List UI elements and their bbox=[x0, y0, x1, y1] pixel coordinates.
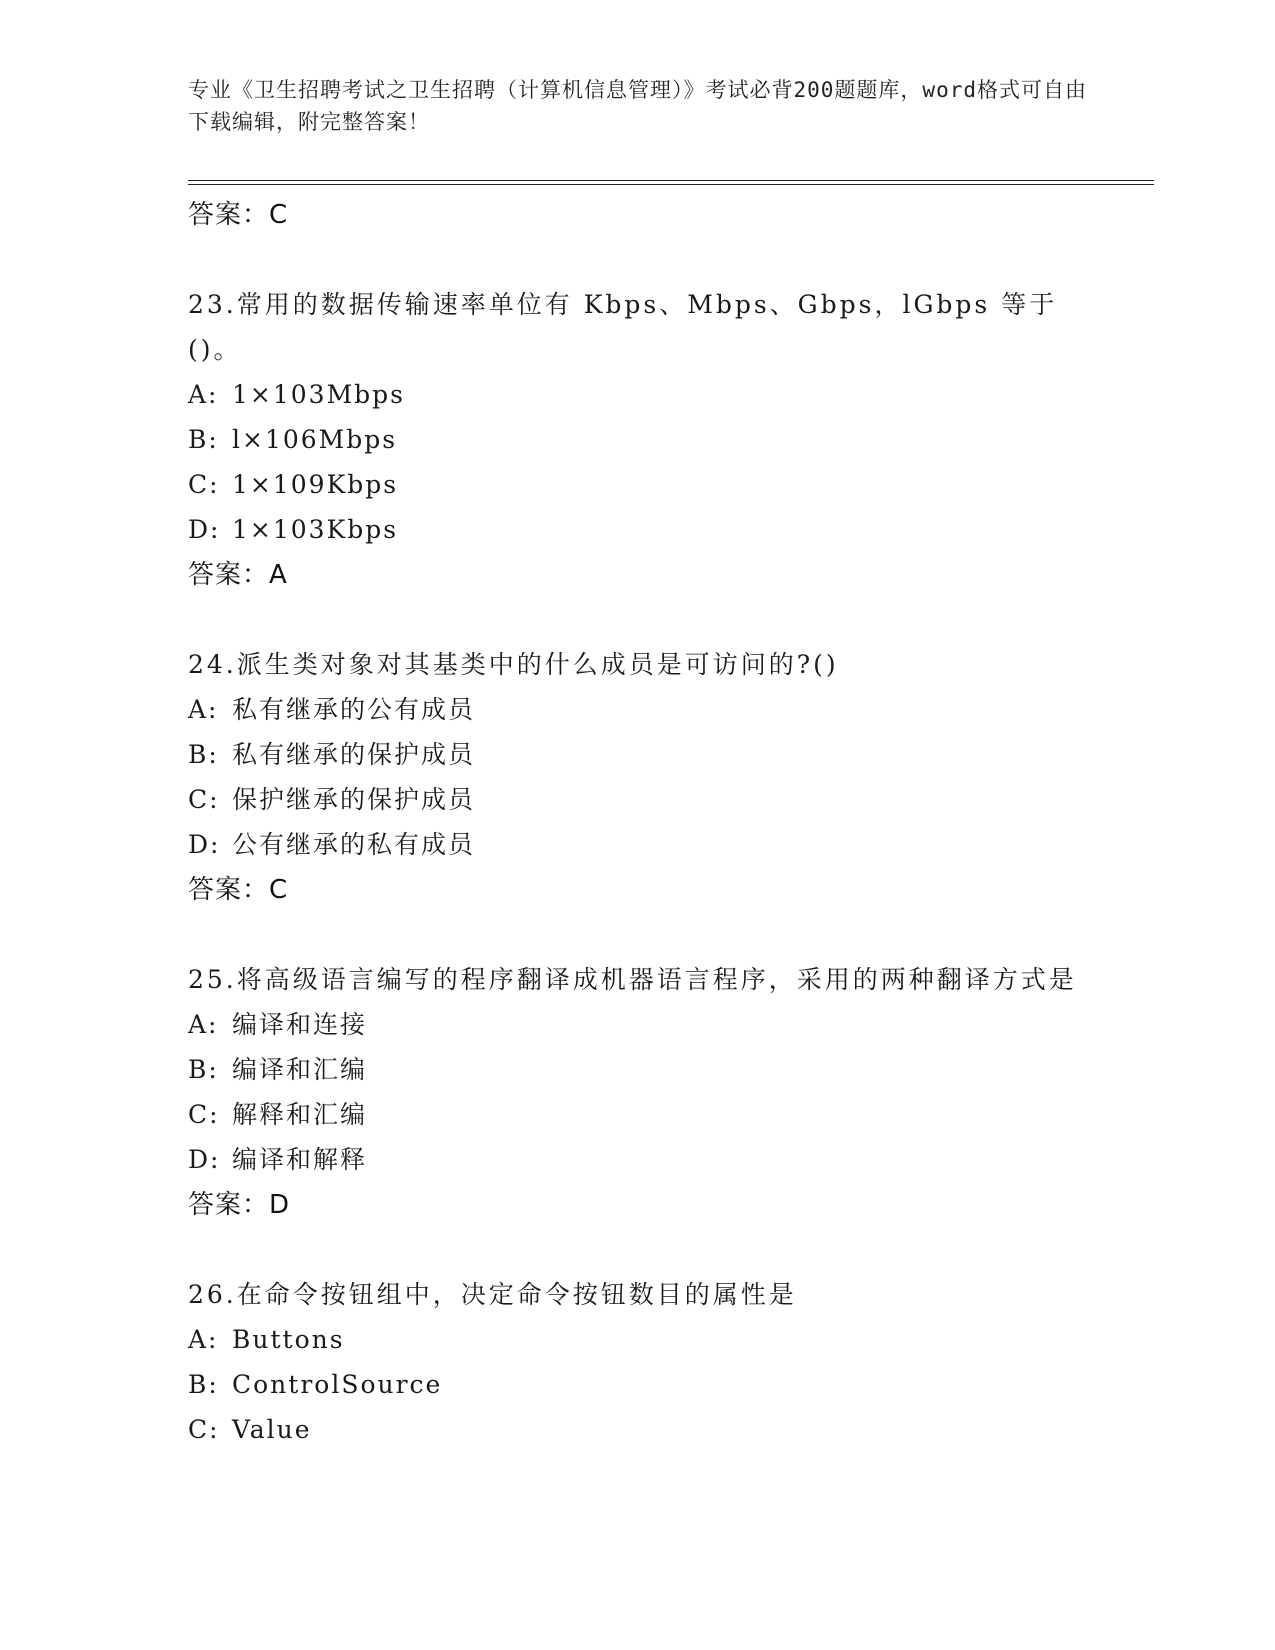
question-stem: 25.将高级语言编写的程序翻译成机器语言程序，采用的两种翻译方式是 bbox=[188, 965, 1077, 994]
option-a bbox=[188, 1317, 1088, 1362]
option-letter: A: bbox=[188, 1325, 219, 1354]
answer-line: 答案：D bbox=[188, 1190, 291, 1220]
option-letter: C: bbox=[188, 1415, 220, 1444]
option-text: l×106Mbps bbox=[232, 425, 398, 454]
question-stem: 24.派生类对象对其基类中的什么成员是可访问的?() bbox=[188, 650, 839, 679]
option-b bbox=[188, 1047, 1088, 1092]
option-text: 编译和汇编 bbox=[232, 1055, 368, 1084]
option-text: 1×103Mbps bbox=[232, 380, 406, 409]
option-text: Value bbox=[232, 1415, 312, 1444]
option-text: 解释和汇编 bbox=[232, 1100, 368, 1129]
question-stem: 26.在命令按钮组中，决定命令按钮数目的属性是 bbox=[188, 1280, 797, 1309]
option-text: 编译和解释 bbox=[232, 1145, 368, 1174]
option-c bbox=[188, 777, 1088, 822]
answer-line: 答案：C bbox=[188, 200, 289, 230]
option-text: 私有继承的公有成员 bbox=[232, 695, 476, 724]
option-b bbox=[188, 732, 1088, 777]
option-letter: B: bbox=[188, 740, 219, 769]
option-a bbox=[188, 1002, 1088, 1047]
option-text: 保护继承的保护成员 bbox=[232, 785, 476, 814]
question-list bbox=[188, 192, 1088, 1452]
option-letter: D: bbox=[188, 1145, 221, 1174]
option-c bbox=[188, 1092, 1088, 1137]
option-d bbox=[188, 507, 1088, 552]
option-letter: B: bbox=[188, 1055, 219, 1084]
answer-line: 答案：A bbox=[188, 560, 288, 590]
question-25 bbox=[188, 957, 1088, 1228]
option-c bbox=[188, 1407, 1088, 1452]
option-a bbox=[188, 372, 1088, 417]
question-26 bbox=[188, 1272, 1088, 1452]
option-letter: A: bbox=[188, 380, 219, 409]
option-letter: C: bbox=[188, 785, 220, 814]
option-letter: C: bbox=[188, 1100, 220, 1129]
option-a bbox=[188, 687, 1088, 732]
answer-line: 答案：C bbox=[188, 875, 289, 905]
option-text: 1×103Kbps bbox=[232, 515, 399, 544]
option-text: 1×109Kbps bbox=[232, 470, 399, 499]
option-d bbox=[188, 822, 1088, 867]
option-letter: C: bbox=[188, 470, 220, 499]
question-23 bbox=[188, 282, 1088, 598]
option-text: 私有继承的保护成员 bbox=[232, 740, 476, 769]
option-text: 公有继承的私有成员 bbox=[232, 830, 476, 859]
option-letter: D: bbox=[188, 830, 221, 859]
option-letter: A: bbox=[188, 695, 219, 724]
option-letter: B: bbox=[188, 1370, 219, 1399]
option-text: Buttons bbox=[232, 1325, 345, 1354]
option-text: ControlSource bbox=[232, 1370, 443, 1399]
header-divider-bottom bbox=[188, 184, 1154, 185]
option-letter: D: bbox=[188, 515, 221, 544]
option-text: 编译和连接 bbox=[232, 1010, 368, 1039]
question-stem: 23.常用的数据传输速率单位有 Kbps、Mbps、Gbps，lGbps 等于()。 bbox=[188, 290, 1058, 364]
option-b bbox=[188, 417, 1088, 462]
question-24 bbox=[188, 642, 1088, 913]
option-letter: B: bbox=[188, 425, 219, 454]
document-header: 专业《卫生招聘考试之卫生招聘（计算机信息管理）》考试必背200题题库，word格式可自由下载编辑，附完整答案！ bbox=[188, 78, 1087, 134]
option-c bbox=[188, 462, 1088, 507]
header-divider-top bbox=[188, 180, 1154, 181]
option-letter: A: bbox=[188, 1010, 219, 1039]
option-d bbox=[188, 1137, 1088, 1182]
option-b bbox=[188, 1362, 1088, 1407]
